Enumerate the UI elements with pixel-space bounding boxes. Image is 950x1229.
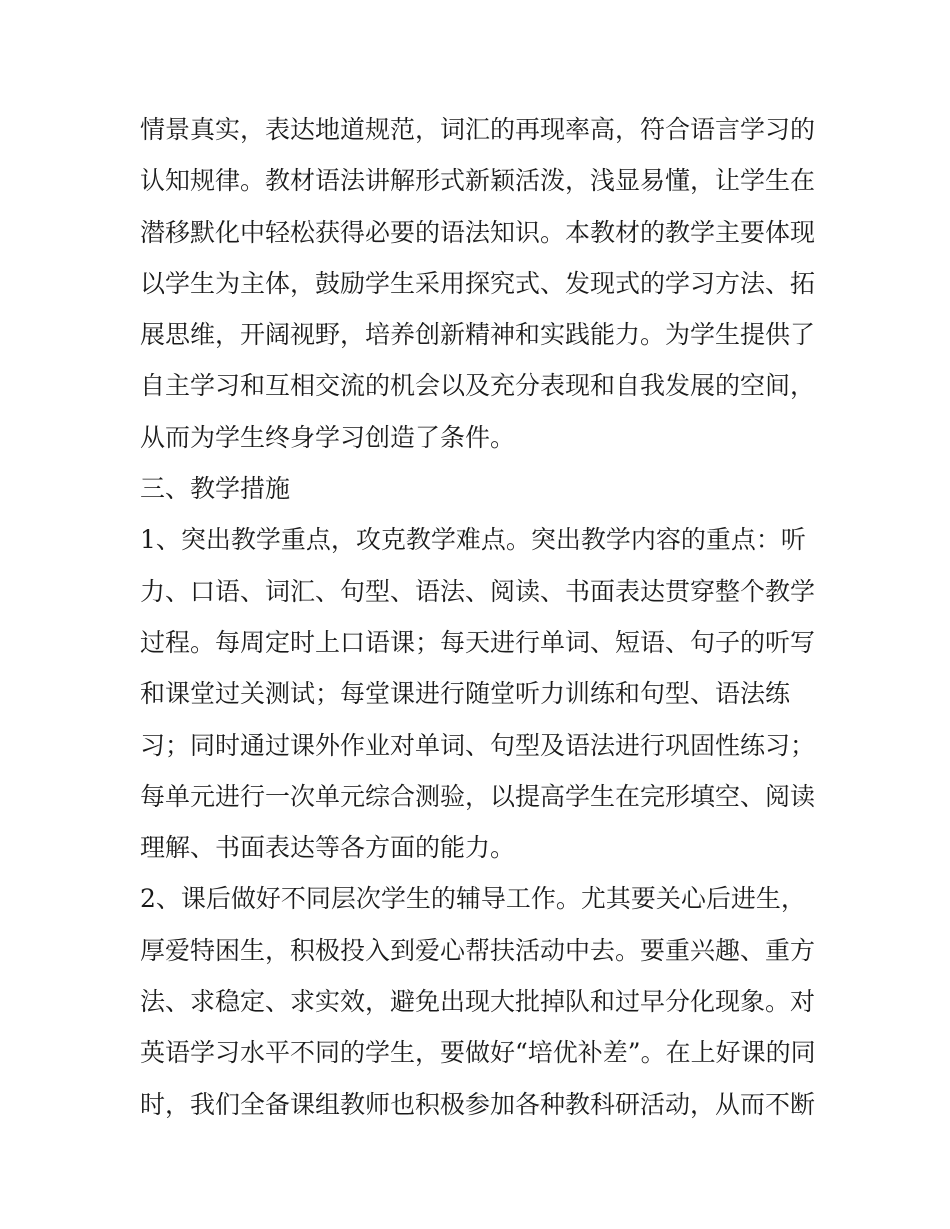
text-line: 过程。每周定时上口语课；每天进行单词、短语、句子的听写 (140, 627, 816, 657)
text-line: 和课堂过关测试；每堂课进行随堂听力训练和句型、语法练 (140, 679, 791, 709)
text-line: 法、求稳定、求实效，避免出现大批掉队和过早分化现象。对 (140, 987, 816, 1017)
text-line: 以学生为主体，鼓励学生采用探究式、发现式的学习方法、拓 (140, 268, 816, 298)
text-line: 英语学习水平不同的学生，要做好“培优补差”。在上好课的同 (140, 1038, 816, 1068)
text-line: 自主学习和互相交流的机会以及充分表现和自我发展的空间， (140, 371, 816, 401)
text-line: 理解、书面表达等各方面的能力。 (140, 833, 516, 863)
text-line: 认知规律。教材语法讲解形式新颖活泼，浅显易懂，让学生在 (140, 166, 816, 196)
text-line: 厚爱特困生，积极投入到爱心帮扶活动中去。要重兴趣、重方 (140, 935, 816, 965)
body-text (140, 104, 820, 1130)
text-line: 展思维，开阔视野，培养创新精神和实践能力。为学生提供了 (140, 320, 816, 350)
text-line: 情景真实，表达地道规范，词汇的再现率高，符合语言学习的 (140, 115, 816, 144)
text-line: 时，我们全备课组教师也积极参加各种教科研活动，从而不断 (140, 1089, 816, 1119)
text-line: 习；同时通过课外作业对单词、句型及语法进行巩固性练习； (140, 730, 816, 760)
text-line: 1、突出教学重点，攻克教学难点。突出教学内容的重点：听 (140, 525, 806, 555)
text-line: 潜移默化中轻松获得必要的语法知识。本教材的教学主要体现 (140, 217, 816, 247)
text-line: 力、口语、词汇、句型、语法、阅读、书面表达贯穿整个教学 (140, 576, 816, 606)
text-line: 2、课后做好不同层次学生的辅导工作。尤其要关心后进生， (140, 884, 806, 914)
text-line: 从而为学生终身学习创造了条件。 (140, 422, 516, 452)
text-line: 每单元进行一次单元综合测验，以提高学生在完形填空、阅读 (140, 781, 816, 811)
section-heading: 三、教学措施 (140, 474, 291, 504)
